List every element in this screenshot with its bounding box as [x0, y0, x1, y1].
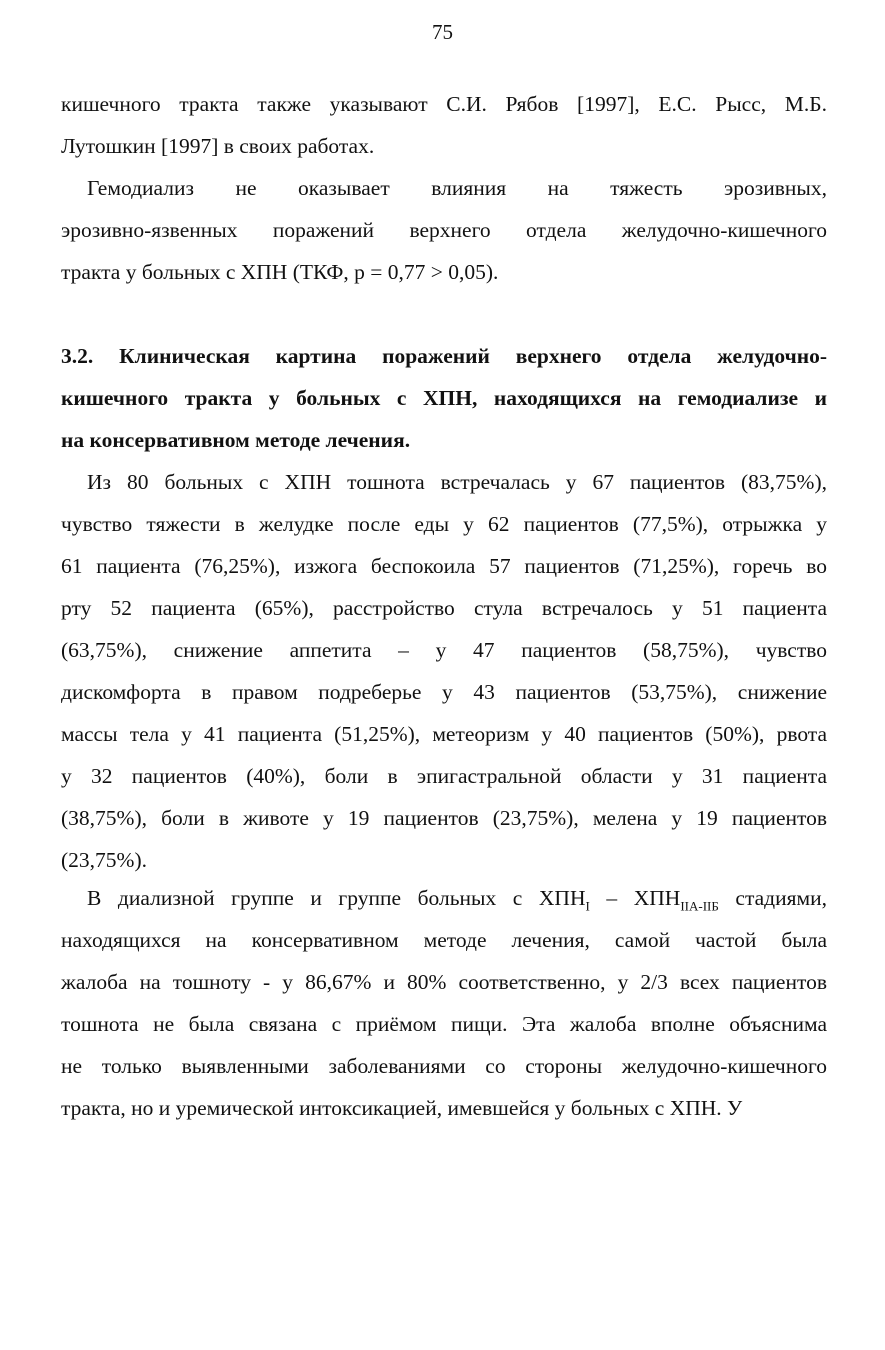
heading-line: 3.2. Клиническая картина поражений верхнего отдела желудочно-	[61, 344, 827, 368]
text-segment: В диализной группе и группе больных с ХПН	[87, 886, 586, 910]
subscript: I	[585, 898, 590, 914]
text-segment: – ХПН	[589, 886, 681, 910]
paragraph-symptoms	[61, 461, 827, 881]
text-line: тракта у больных с ХПН (ТКФ, р = 0,77 > 0,05).	[61, 260, 499, 284]
text-line: эрозивно-язвенных поражений верхнего отдела желудочно-кишечного	[61, 218, 827, 242]
text-line: дискомфорта в правом подреберье у 43 пациентов (53,75%), снижение	[61, 680, 827, 704]
text-segment: стадиями,	[718, 886, 827, 910]
text-line: Гемодиализ не оказывает влияния на тяжесть эрозивных,	[87, 176, 827, 200]
heading-line: кишечного тракта у больных с ХПН, находящихся на гемодиализе и	[61, 386, 827, 410]
text-line: находящихся на консервативном методе лечения, самой частой была	[61, 928, 827, 952]
section-heading	[61, 335, 827, 461]
text-line	[61, 877, 827, 919]
paragraph-hemodialysis	[61, 167, 827, 293]
page-number: 75	[432, 20, 453, 44]
text-line: 61 пациента (76,25%), изжога беспокоила 57 пациентов (71,25%), горечь во	[61, 554, 827, 578]
text-line: (63,75%), снижение аппетита – у 47 пациентов (58,75%), чувство	[61, 638, 827, 662]
text-line: тошнота не была связана с приёмом пищи. Эта жалоба вполне объяснима	[61, 1012, 827, 1036]
text-line: (38,75%), боли в животе у 19 пациентов (23,75%), мелена у 19 пациентов	[61, 806, 827, 830]
text-line: жалоба на тошноту - у 86,67% и 80% соответственно, у 2/3 всех пациентов	[61, 970, 827, 994]
text-line: Из 80 больных с ХПН тошнота встречалась у 67 пациентов (83,75%),	[87, 470, 827, 494]
subscript: IIА-IIБ	[680, 898, 719, 914]
paragraph-continuation	[61, 83, 827, 167]
text-line: рту 52 пациента (65%), расстройство стула встречалось у 51 пациента	[61, 596, 827, 620]
text-line: у 32 пациентов (40%), боли в эпигастральной области у 31 пациента	[61, 764, 827, 788]
text-line: (23,75%).	[61, 848, 147, 872]
text-line: не только выявленными заболеваниями со стороны желудочно-кишечного	[61, 1054, 827, 1078]
text-line: чувство тяжести в желудке после еды у 62 пациентов (77,5%), отрыжка у	[61, 512, 827, 536]
paragraph-dialysis-group	[61, 877, 827, 1129]
text-line: тракта, но и уремической интоксикацией, имевшейся у больных с ХПН. У	[61, 1096, 743, 1120]
text-line: массы тела у 41 пациента (51,25%), метеоризм у 40 пациентов (50%), рвота	[61, 722, 827, 746]
heading-line: на консервативном методе лечения.	[61, 428, 411, 452]
text-line: кишечного тракта также указывают С.И. Рябов [1997], Е.С. Рысс, М.Б.	[61, 92, 827, 116]
text-line: Лутошкин [1997] в своих работах.	[61, 134, 375, 158]
